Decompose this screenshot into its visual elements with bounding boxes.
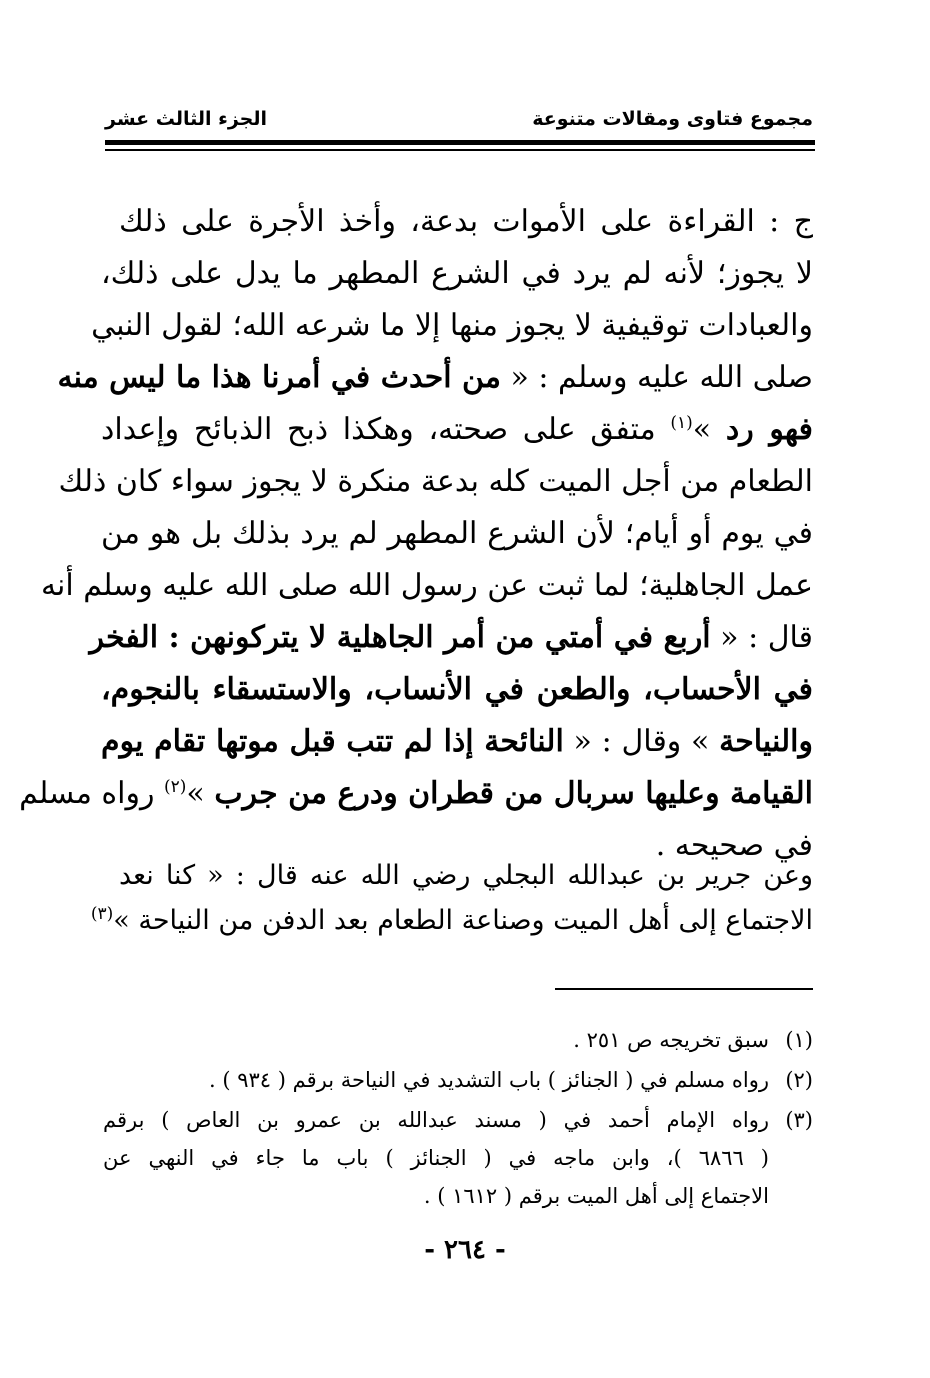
- body-line: [90, 897, 813, 945]
- bold-quote-text: النائحة إذا لم تتب قبل موتها تقام يوم: [101, 724, 564, 759]
- text-segment: والعبادات توقيفية لا يجوز منها إلا ما شرعه الله؛ لقول النبي: [91, 308, 813, 343]
- bold-quote-text: في الأحساب، والطعن في الأنساب، والاستسقاء بالنجوم،: [101, 672, 813, 707]
- text-segment: وعن جرير بن عبدالله البجلي رضي الله عنه قال : « كنا نعد: [119, 860, 813, 891]
- footnote-continuation: الاجتماع إلى أهل الميت برقم ( ١٦١٢ ) .: [423, 1184, 769, 1208]
- footnote: [103, 1062, 813, 1098]
- body-line: [101, 404, 813, 456]
- text-segment: الطعام من أجل الميت كله بدعة منكرة لا يجوز سواء كان ذلك: [58, 464, 813, 499]
- page-number: - ٢٦٤ -: [424, 1235, 506, 1265]
- body-line: [19, 768, 813, 820]
- footnote-text: رواه الإمام أحمد في ( مسند عبدالله بن عمرو بن العاص ) برقم: [103, 1108, 769, 1132]
- bold-quote-text: والنياحة: [719, 724, 813, 759]
- body-line: [101, 716, 813, 768]
- bold-quote-text: فهو رد: [725, 412, 813, 447]
- footnote: [103, 1102, 813, 1138]
- text-segment: عمل الجاهلية؛ لما ثبت عن رسول الله صلى الله عليه وسلم أنه: [40, 568, 813, 603]
- footnote-text: سبق تخريجه ص ٢٥١ .: [573, 1028, 769, 1052]
- footnote-number: (١): [785, 1028, 813, 1052]
- text-segment: »: [186, 776, 215, 811]
- text-segment: في يوم أو أيام؛ لأن الشرع المطهر لم يرد بذلك بل هو من: [101, 516, 813, 551]
- footnote-marker: (٢): [164, 777, 187, 797]
- text-segment: صلى الله عليه وسلم : «: [500, 360, 813, 395]
- body-line: [119, 852, 813, 900]
- body-line: [101, 508, 813, 560]
- footnote-number: (٢): [785, 1068, 813, 1092]
- text-segment: قال : «: [710, 620, 813, 655]
- body-line: [119, 196, 813, 248]
- header-rule-thick: [105, 140, 815, 145]
- bold-quote-text: القيامة وعليها سربال من قطران ودرع من جرب: [214, 776, 813, 811]
- body-line: [91, 300, 813, 352]
- text-segment: » وقال : «: [563, 724, 720, 759]
- body-line: [89, 612, 813, 664]
- body-line: [40, 560, 813, 612]
- text-segment: في صحيحه .: [655, 828, 813, 863]
- footnote-continuation: ( ٦٨٦٦ )، وابن ماجه في ( الجنائز ) باب ما جاء في النهي عن: [103, 1146, 769, 1170]
- body-line: [101, 248, 813, 300]
- body-line: [58, 456, 813, 508]
- body-line: [57, 352, 813, 404]
- footnote: [103, 1022, 813, 1058]
- header-rule-thin: [105, 149, 815, 151]
- text-segment: رواه مسلم: [19, 776, 164, 811]
- footnote-text: رواه مسلم في ( الجنائز ) باب التشديد في النياحة برقم ( ٩٣٤ ) .: [208, 1068, 769, 1092]
- text-segment: الاجتماع إلى أهل الميت وصناعة الطعام بعد الدفن من النياحة »: [113, 905, 813, 936]
- footnote-marker: (٣): [90, 904, 114, 924]
- text-segment: ج : القراءة على الأموات بدعة، وأخذ الأجرة على ذلك: [119, 204, 813, 239]
- bold-quote-text: أربع في أمتي من أمر الجاهلية لا يتركونهن : الفخر: [89, 620, 711, 655]
- running-header: [105, 108, 813, 138]
- volume-label: الجزء الثالث عشر: [105, 108, 268, 130]
- bold-quote-text: من أحدث في أمرنا هذا ما ليس منه: [57, 360, 501, 395]
- text-segment: متفق على صحته، وهكذا ذبح الذبائح وإعداد: [101, 412, 671, 447]
- text-segment: لا يجوز؛ لأنه لم يرد في الشرع المطهر ما يدل على ذلك،: [101, 256, 813, 291]
- footnote-number: (٣): [785, 1108, 813, 1132]
- footnote-separator: [555, 988, 813, 990]
- text-segment: »: [692, 412, 726, 447]
- footnote-marker: (١): [670, 413, 693, 433]
- book-title: مجموع فتاوى ومقالات متنوعة: [532, 108, 813, 130]
- body-line: [101, 664, 813, 716]
